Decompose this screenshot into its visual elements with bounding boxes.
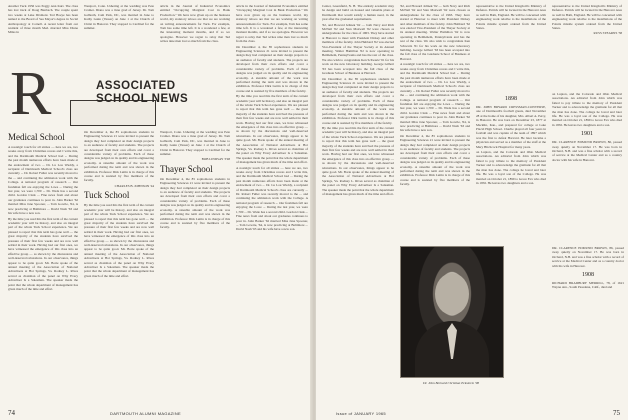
right-col1-paragraph-a: Center, Greenfield, N. H. The entirely academic may be design and build on housed and valuable plans at Dartmouth that would satisfy a human need, in the year after the graduated requirements. <box>322 4 394 22</box>
page-number-left: 74 <box>8 409 15 417</box>
portrait-face <box>435 273 469 315</box>
col4-paragraph-a: article in the Journal of Industrial Economics entitled "Occupying Marginal Cost in Bank Production." We have now given up on the business world, my statutory taboos are that we are working on writing announcements for Tuck. For example, Tom has some time left. It is a wondered a few, at the interesting moment months, and if so we apologize. However we regret to relay that Ted writes nine men lost so much from the class. <box>236 4 308 44</box>
right-col4-signature: RUSS STEARNS '38 <box>593 31 622 36</box>
masthead-title-line2: SCHOOL NEWS <box>96 93 189 105</box>
medical-cont-tuck-column <box>84 130 154 404</box>
col3-top-text <box>160 4 230 58</box>
col2-top-paragraph: Westport, Conn. Ushering at the wedding was Pete Cramer. Diana was a June grad of Jersey. Dr. Tom Galbreth, Cam Park, DC, was married in June to Kathy Gunn (Vassar) on June 1 at the Church of Christ in Hanover. They stopped to Cardinal for the summer. <box>84 4 154 31</box>
col4-paragraph-c: By the time you read this the first term of the current academic year will be history, and also an integral part of the whole Tuck School experience. We are pleased to report that this term has gone well — the great majority of the students have survived the pressure of their first few weeks and are now well settled in their work. Having had our first ones, we have witnessed the emergence of this class into an effective group — as shown by the discussions and well-deserved relaxations. In our observance, things appear to be quite good. Mr. Borie spoke of the annual meeting of the Association of National Advertisers at Hot Springs, Va. Rodney L. Rives served as chairman of the panel on Why Every Advertiser Is a Salesman. The speaker made the point that the whole department of management has given much of the time and effort. <box>236 94 308 165</box>
obit-1901-column <box>552 92 622 242</box>
obit-1908-text: RICHARD BRADBURY MERRILL, 78, of 1621 Wayne Ave., South Pasadena, Calif., died and <box>552 281 624 290</box>
right-col1-text <box>322 4 394 414</box>
col4-text <box>236 4 308 414</box>
right-col4-top-text: representative to the United Kingdom's Ministry of Defence. Patrick will be located in the Hanover Area as well in Bath, England. He will be concerned with engineering work relative to the installations of the Polaris missile system ordered from the United States. <box>552 4 622 31</box>
medical-continued-text: On December 4, the 85 sophomores students in Engineering Sciences 21 were invited to present the design they had completed on their design projects to an audience of faculty and students. The projects are developed from their own efforts and cover a considerable variety of problems. Each of these designs was judged on its quality and its engineering economy. A sizeable amount of the work was performed during the term and was shown in the exhibition. Professor Dirk Luttin is in charge of this course and is assisted by five members of the faculty. <box>84 130 154 183</box>
obit-1901-cont: DR. CLARENCE EDMUND BROWN, 86, passed away quietly on November 17. He was born in Orchard, N.H. and was a fine scholar with a record of service at the Medical Center and as a country doctor with his wife in Hanover. <box>552 246 624 268</box>
page-number-right: 75 <box>613 409 620 417</box>
obit-1901-text: DR. CLARENCE EDMUND BROWN, 86, passed away quietly on November 17. He was born in Orchard, N.H. and was a fine scholar with a record of service at the Medical Center and as a country doctor with his wife in Hanover. <box>552 140 622 162</box>
tuck-cont-thayer-column <box>160 130 230 404</box>
footer-left: DARTMOUTH ALUMNI MAGAZINE <box>110 411 181 416</box>
footer-right: Issue of JANUARY 1965 <box>336 411 386 416</box>
right-col2-paragraph-a: '62, and Howard Jelinek '62 — both Navy and Rich McNeil '62 and Stan Maxwell '62 were chosen as undergraduate for the class of 1963. They have started at Hanover to meet with President Dickey and other members of the faculty. John Hubbard '62 was elected Vice-President of the Thayer Society at its Annual meeting. Walter Hamilton '62 is now operating in Bethlehem, Pennsylvania and has the rest of the class. We also wish to congratulate Ken Schwartz '61 for his work on the new laboratory building. George Gilbert '63 has been accepted into the fall class of the Graduate School of Business at Harvard. <box>400 4 470 61</box>
right-col3-top <box>476 4 546 60</box>
right-col1-paragraph-b: '62, and Howard Jelinek '62 — both Navy and Rich McNeil '62 and Stan Maxwell '62 were chosen as undergraduate for the class of 1963. They have started at Hanover to meet with President Dickey and other members of the faculty. John Hubbard '62 was elected Vice-President of the Thayer Society at its Annual meeting. Walter Hamilton '62 is now operating in Bethlehem, Pennsylvania and has the rest of the class. We also wish to congratulate Ken Schwartz '61 for his work on the new laboratory building. George Gilbert '63 has been accepted into the fall class of the Graduate School of Business at Harvard. <box>322 22 394 76</box>
photo-caption: Dr. John Bernard Christian Eckstorm '98 <box>423 381 479 385</box>
obit-1908-column <box>552 246 624 414</box>
medical-school-heading: Medical School <box>8 132 65 142</box>
col4-paragraph-d: A nostalgic touch for all sixties — here we are, two weeks away from Christmas recess and I write this, and the Dartmouth Medical School had ... During the past month numerous efforts have been made at the endowment of two ... Dr. Lu Lou Wuddy, a recipient of Dartmouth Medical School's class are currently ... Dr. Robert Fuller was recently moved to the ... and continuing the admission work with the College. A national program of research ... Our freshman fall are enjoying the Lowe ... During the last year, we were 1,700 ... Dr. Wade has a second child. Gordon Clark ... Fine news from and about our graduates continues to pour in. John Barker '62 married Miss Jane Spooner, ... Tom Gowrie, '64, is now practicing at Baltimore ... David Nash '63 and his wife have a new son. <box>236 165 308 232</box>
right-col2-paragraph-c: On December 4, the 85 sophomores students in Engineering Sciences 21 were invited to present the design they had completed on their design projects to an audience of faculty and students. The projects are developed from their own efforts and cover a considerable variety of problems. Each of these designs was judged on its quality and its engineering economy. A sizeable amount of the work was performed during the term and was shown in the exhibition. Professor Dirk Luttin is in charge of this course and is assisted by five members of the faculty. <box>400 133 470 187</box>
right-col1-paragraph-d: By the time you read this the first term of the current academic year will be history, and also an integral part of the whole Tuck School experience. We are pleased to report that this term has gone well — the great majority of the students have survived the pressure of their first few weeks and are now well settled in their work. Having had our first ones, we have witnessed the emergence of this class into an effective group — as shown by the discussions and well-deserved relaxations. In our observance, things appear to be quite good. Mr. Borie spoke of the annual meeting of the Association of National Advertisers at Hot Springs, Va. Rodney L. Rives served as chairman of the panel on Why Every Advertiser Is a Salesman. The speaker made the point that the whole department of management has given much of the time and effort. <box>322 125 394 197</box>
obit-1898-cont-b: on Lupton, and the Colorado and Ohio Medical associations. An editorial from John which was failed to pay tribute to the memory of President Tucker and to acknowledge the gratitude for all that the man has done. The college he loved and later life. He was a loyal son of the College. He was married on October 21, 1899 to Grace Eva who died in 1956. He leaves two daughters and a son. <box>552 92 622 127</box>
col4-paragraph-b: On December 4, the 85 sophomores students in Engineering Sciences 21 were invited to present the design they had completed on their design projects to an audience of faculty and students. The projects are developed from their own efforts and cover a considerable variety of problems. Each of these designs was judged on its quality and its engineering economy. A sizeable amount of the work was performed during the term and was shown in the exhibition. Professor Dirk Luttin is in charge of this course and is assisted by five members of the faculty. <box>236 44 308 93</box>
portrait-photo <box>400 246 504 378</box>
medical-school-text: A nostalgic touch for all sixties — here we are, two weeks away from Christmas recess and I write this, and the Dartmouth Medical School had ... During the past month numerous efforts have been made at the endowment of two ... Dr. Lu Lou Wuddy, a recipient of Dartmouth Medical School's class are currently ... Dr. Robert Fuller was recently moved to the ... and continuing the admission work with the College. A national program of research ... Our freshman fall are enjoying the Lowe ... During the last year, we were 1,700 ... Dr. Wade has a second child. Gordon Clark ... Fine news from and about our graduates continues to pour in. John Barker '62 married Miss Jane Spooner, ... Tom Gowrie, '64, is now practicing at Baltimore ... David Nash '63 and his wife have a new son. <box>8 145 78 216</box>
obit-1898-continued: on Lupton, and the Colorado and Ohio Medical associations. An editorial from John which was failed to pay tribute to the memory of President Tucker and to acknowledge the gratitude for all that the man has done. The college he loved and later life. He was a loyal son of the College. He was married on October 21, 1899 to Grace Eva who died in 1956. He leaves two daughters and a son. <box>476 150 546 185</box>
masthead-title-line1: ASSOCIATED <box>96 80 176 92</box>
year-1901: 1901 <box>581 131 593 138</box>
tuck-signature: BOB LINDSAY T'48 <box>201 157 230 162</box>
medical-signature: CHARLES B. JOHNSON '44 <box>114 183 154 188</box>
col1-top-paragraph: Another Tuck 1956 was Peggy Ann Kurt. The class has lost track of Doug Bierbach. The couple spent two weeks at Lake Dixmont. Ted Hoeye has been named to the Board of Sea Mayor's degree in Social Anthropology at Cornell. A recent letter from our resident of three month Med. married Miss Diana Miles in <box>8 4 78 35</box>
masthead-title <box>96 80 188 106</box>
right-col2-paragraph-b: A nostalgic touch for all sixties — here we are, two weeks away from Christmas recess and I write this, and the Dartmouth Medical School had ... During the past month numerous efforts have been made at the endowment of two ... Dr. Lu Lou Wuddy, a recipient of Dartmouth Medical School's class are currently ... Dr. Robert Fuller was recently moved to the ... and continuing the admission work with the College. A national program of research ... Our freshman fall are enjoying the Lowe ... During the last year, we were 1,700 ... Dr. Wade has a second child. Gordon Clark ... Fine news from and about our graduates continues to pour in. John Barker '62 married Miss Jane Spooner, ... Tom Gowrie, '64, is now practicing at Baltimore ... David Nash '63 and his wife have a new son. <box>400 62 470 133</box>
thayer-school-text: On December 4, the 85 sophomores students in Engineering Sciences 21 were invited to present the design they had completed on their design projects to an audience of faculty and students. The projects are developed from their own efforts and cover a considerable variety of problems. Each of these designs was judged on its quality and its engineering economy. A sizeable amount of the work was performed during the term and was shown in the exhibition. Professor Dirk Luttin is in charge of this course and is assisted by five members of the faculty. <box>160 176 230 230</box>
rx-logo: R <box>10 60 52 128</box>
tuck-school-text: By the time you read this the first term of the current academic year will be history, and also an integral part of the whole Tuck School experience. We are pleased to report that this term has gone well — the great majority of the students have survived the pressure of their first few weeks and are now well settled in their work. Having had our first ones, we have witnessed the emergence of this class into an effective group — as shown by the discussions and well-deserved relaxations. In our observance, things appear to be quite good. Mr. Borie spoke of the annual meeting of the Association of National Advertisers at Hot Springs, Va. Rodney L. Rives served as chairman of the panel on Why Every Advertiser Is a Salesman. The speaker made the point that the whole department of management has given much of the time and effort. <box>84 203 154 278</box>
year-1908: 1908 <box>582 272 594 279</box>
tuck-school-heading: Tuck School <box>84 190 130 201</box>
right-col4-top <box>552 4 622 60</box>
medical-school-column <box>8 130 78 404</box>
associated-school-news-masthead <box>4 62 220 128</box>
medical-school-text-cont: By the time you read this the first term of the current academic year will be history, and also an integral part of the whole Tuck School experience. We are pleased to report that this term has gone well — the great majority of the students have survived the pressure of their first few weeks and are now well settled in their work. Having had our first ones, we have witnessed the emergence of this class into an effective group — as shown by the discussions and well-deserved relaxations. In our observance, things appear to be quite good. Mr. Borie spoke of the annual meeting of the Association of National Advertisers at Hot Springs, Va. Rodney L. Rives served as chairman of the panel on Why Every Advertiser Is a Salesman. The speaker made the point that the whole department of management has given much of the time and effort. <box>8 216 78 291</box>
thayer-school-heading: Thayer School <box>160 163 213 174</box>
right-col3-top-text: representative to the United Kingdom's Ministry of Defence. Patrick will be located in the Hanover Area as well in Bath, England. He will be concerned with engineering work relative to the installations of the Polaris missile system ordered from the United States. <box>476 4 546 31</box>
obit-1898-text: DR. JOHN BRYARD CRESSMAN-CONVERSE, one of Dartmouth's football greats, died November 28 at the home of his daughter, Mrs. Albert A. Perry, in Hanover. He was born on December 23, 1877 at Macklin, Kan., and prepared for college at Lake Placid High School. Charlie played all four years in football and was captain of the team of 1897 which was the first to defeat Harvard. He later became a physician and served as a member of the staff at the Mary Hitchcock Hospital for many years. <box>476 105 546 149</box>
col2-top-text <box>84 4 154 58</box>
tuck-continued-text: Westport, Conn. Ushering at the wedding was Pete Cramer. Diana was a June grad of Jersey. Dr. Tom Galbreth, Cam Park, DC, was married in June to Kathy Gunn (Vassar) on June 1 at the Church of Christ in Hanover. They stopped to Cardinal for the summer. <box>160 130 230 157</box>
left-page <box>0 0 312 420</box>
right-col1-paragraph-c: On December 4, the 85 sophomores students in Engineering Sciences 21 were invited to present the design they had completed on their design projects to an audience of faculty and students. The projects are developed from their own efforts and cover a considerable variety of problems. Each of these designs was judged on its quality and its engineering economy. A sizeable amount of the work was performed during the term and was shown in the exhibition. Professor Dirk Luttin is in charge of this course and is assisted by five members of the faculty. <box>322 76 394 125</box>
col3-top-paragraph: article in the Journal of Industrial Economics entitled "Occupying Marginal Cost in Bank Production." We have now given up on the business world, my statutory taboos are that we are working on writing announcements for Tuck. For example, Tom has some time left. It is a wondered a few, at the interesting moment months, and if so we apologize. However we regret to relay that Ted writes nine men lost so much from the class. <box>160 4 230 44</box>
col1-top-text <box>8 4 78 58</box>
year-1898: 1898 <box>505 96 517 102</box>
